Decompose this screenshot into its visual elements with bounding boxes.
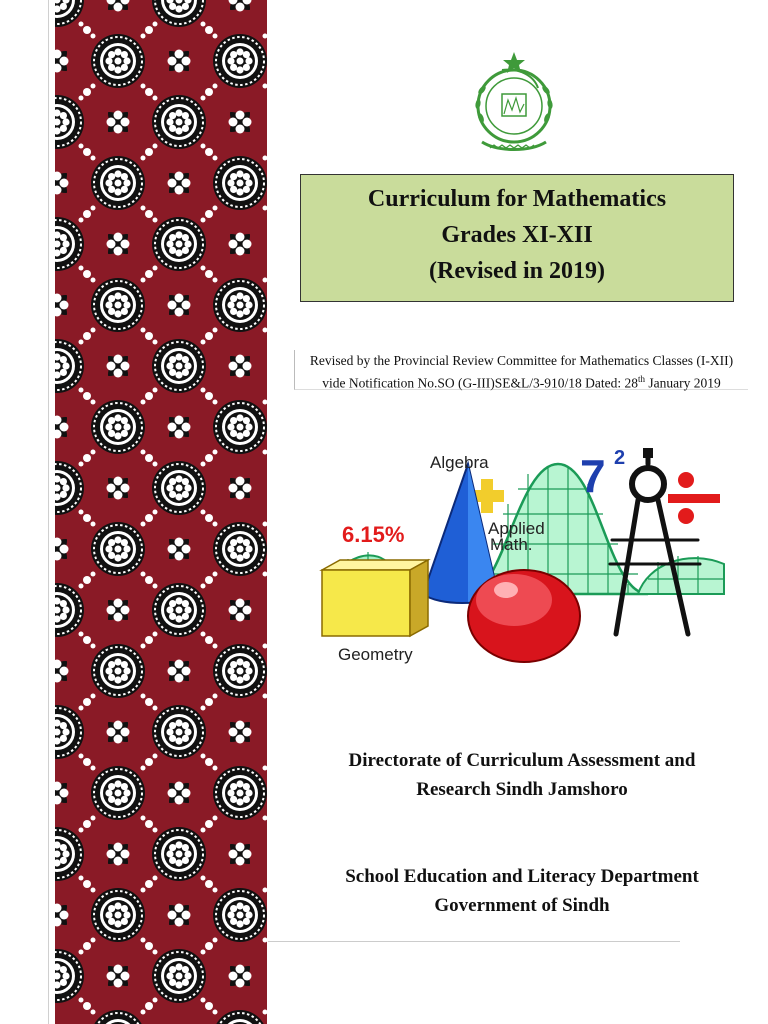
department-line-1: School Education and Literacy Department (345, 866, 699, 887)
footer-divider (268, 941, 680, 942)
directorate-line-2: Research Sindh Jamshoro (416, 779, 628, 800)
department-block (284, 862, 760, 920)
notice-date-suffix: th (637, 374, 645, 384)
notice-line-1: Revised by the Provincial Review Committee for Mathematics Classes (I-XII) (309, 353, 734, 368)
sindh-seal-logo (462, 48, 566, 158)
label-geometry: Geometry (338, 645, 413, 664)
plus-sign-vertical (481, 479, 493, 513)
label-power-base: 7 (580, 450, 606, 502)
label-algebra: Algebra (430, 453, 489, 472)
cube-front (322, 570, 410, 636)
divide-bar (668, 494, 720, 503)
department-line-2: Government of Sindh (434, 895, 610, 916)
page-edge-line (48, 0, 49, 1024)
label-percent: 6.15% (342, 522, 405, 547)
label-applied: Applied (488, 519, 545, 538)
divide-dot-bottom (678, 508, 694, 524)
directorate-line-1: Directorate of Curriculum Assessment and (348, 750, 696, 771)
title-line-3: (Revised in 2019) (429, 258, 605, 284)
label-power-exponent: 2 (614, 447, 626, 469)
notice-line-2-end: January 2019 (644, 375, 721, 391)
ajrak-pattern-border (55, 0, 267, 1024)
revision-notice (294, 350, 748, 390)
title-line-1: Curriculum for Mathematics (367, 186, 667, 212)
notice-line-2 (295, 370, 748, 393)
divide-dot-top (678, 472, 694, 488)
title-box (300, 174, 734, 302)
directorate-block (284, 746, 760, 804)
label-math: Math. (490, 535, 533, 554)
title-line-2: Grades XI-XII (441, 222, 593, 248)
math-clipart-illustration (318, 444, 726, 666)
cube-side (410, 560, 428, 636)
notice-line-2-text: vide Notification No.SO (G-III)SE&L/3-910/18 Dated: 28 (322, 375, 638, 391)
